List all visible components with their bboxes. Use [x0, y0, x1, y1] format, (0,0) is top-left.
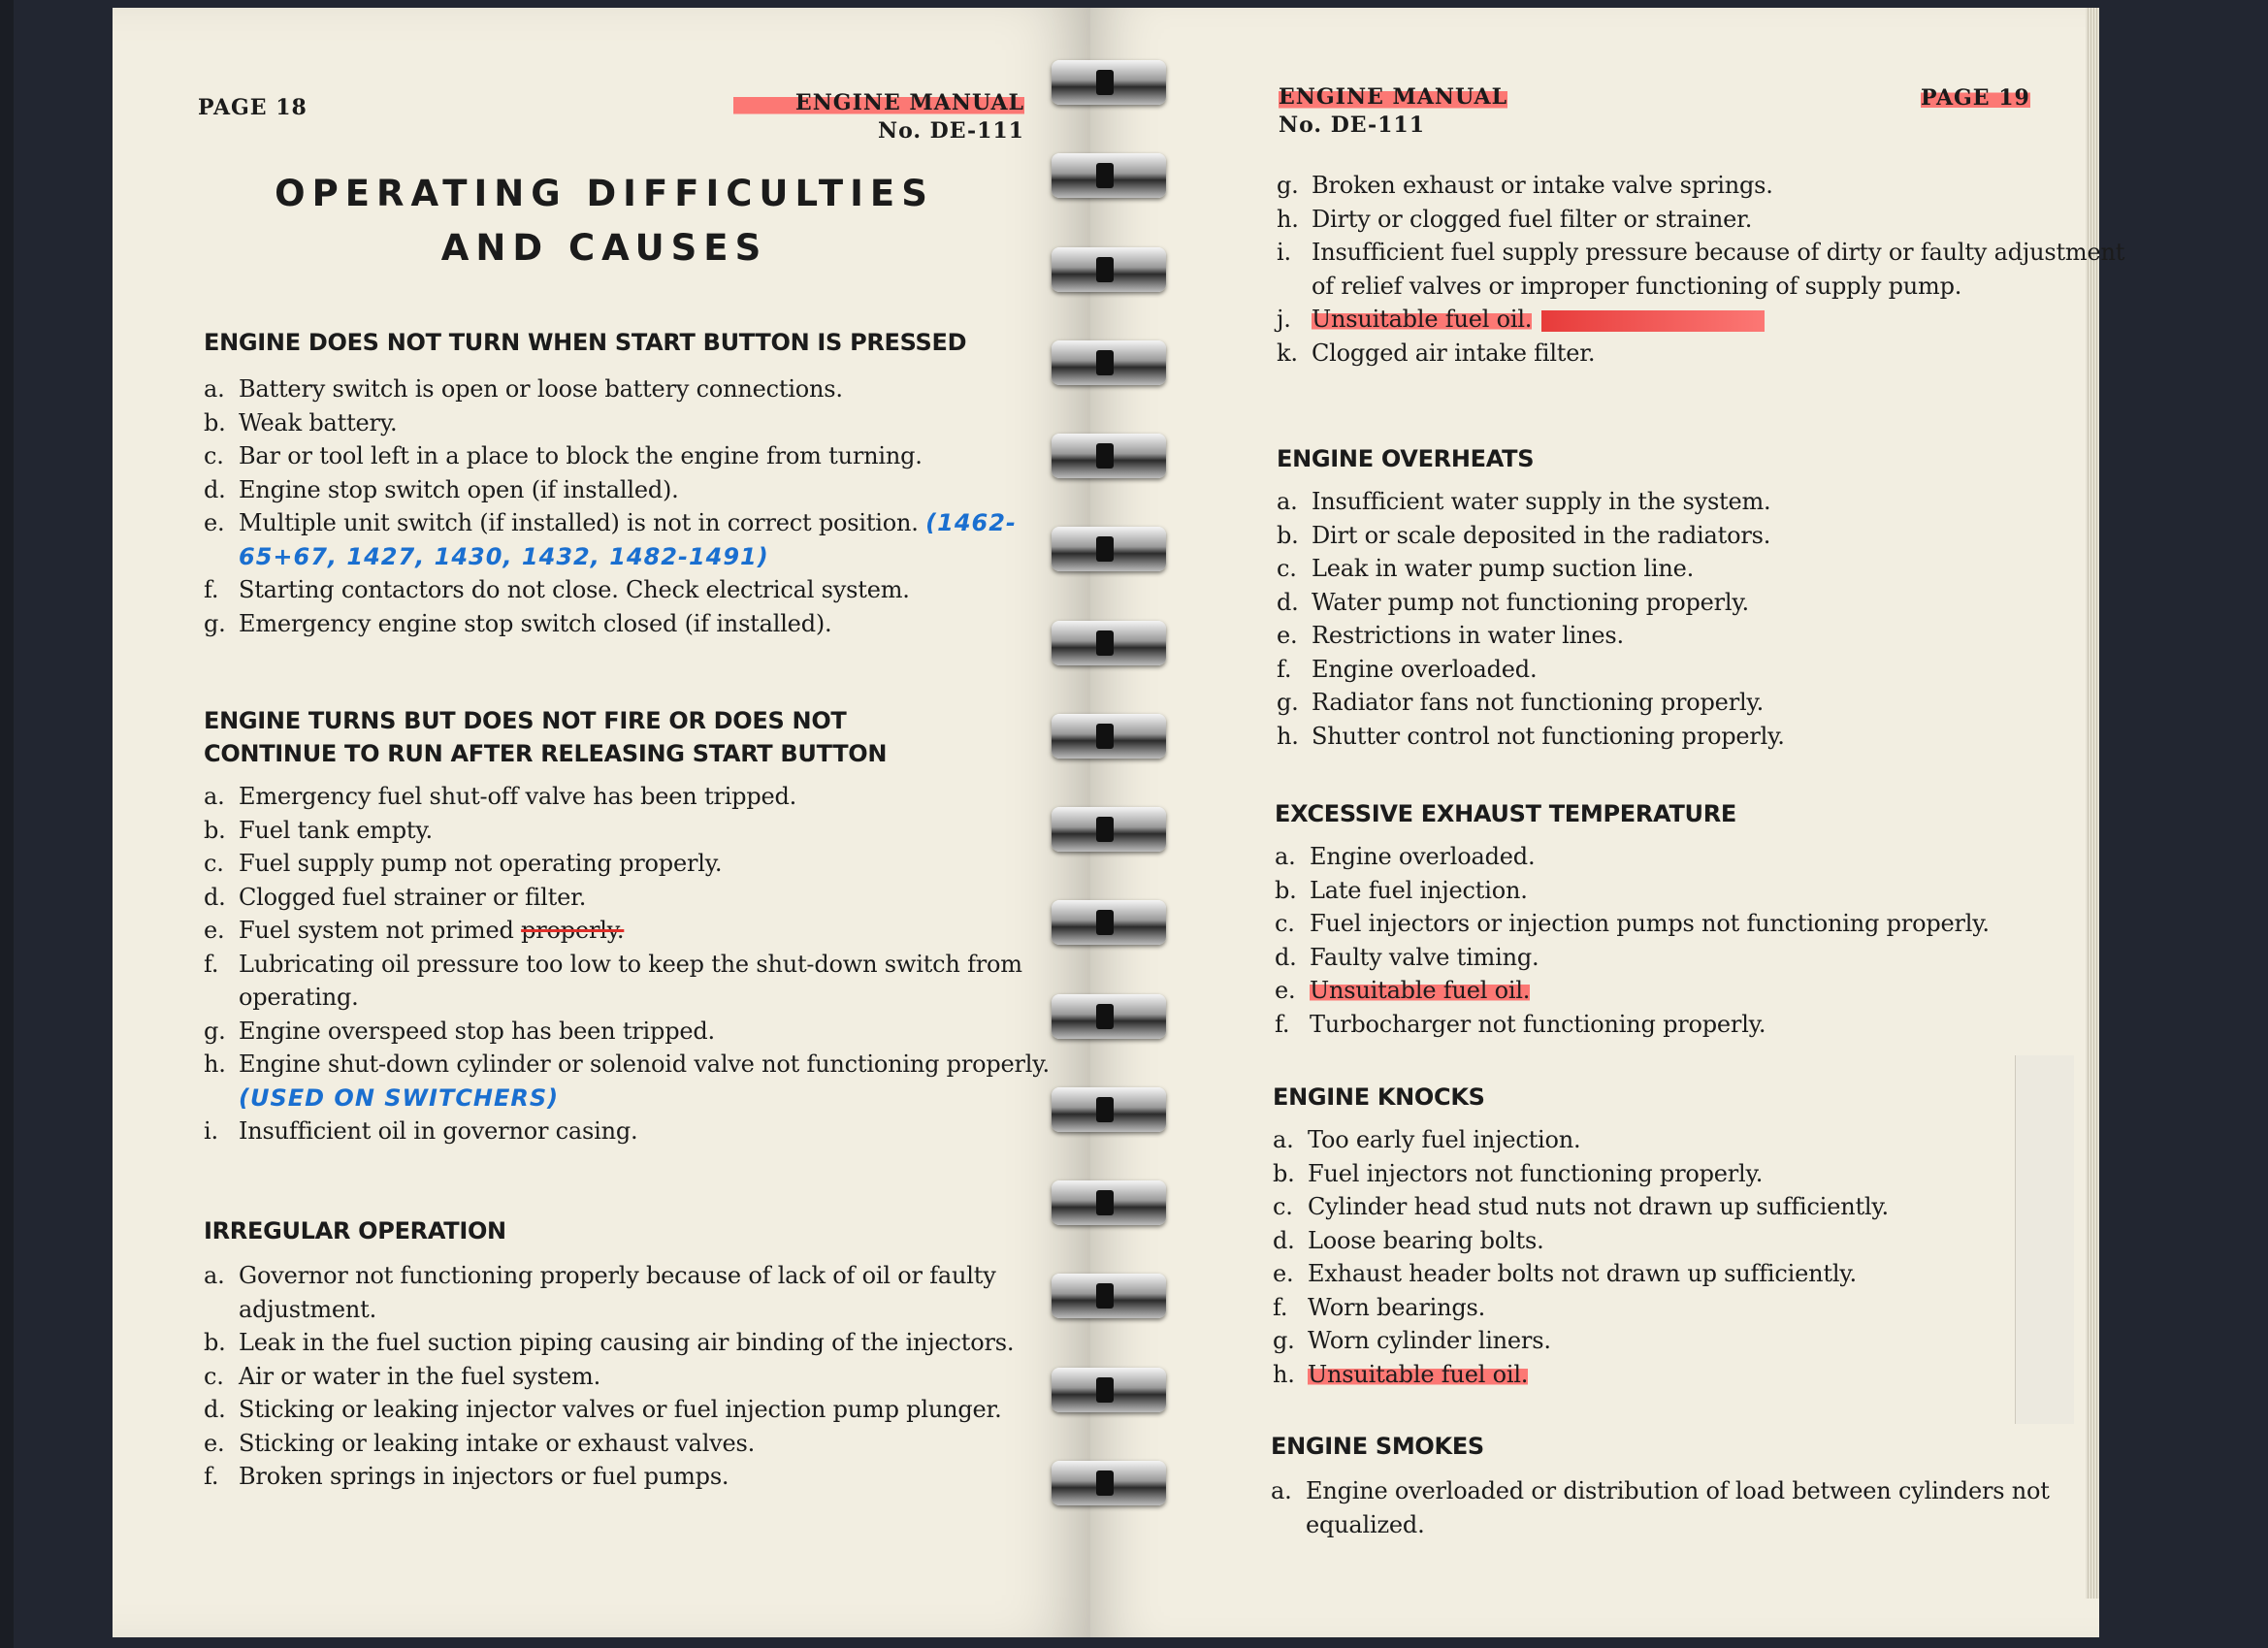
cause-list	[1277, 485, 2150, 753]
list-item: b. Leak in the fuel suction piping causing air binding of the injectors.	[204, 1329, 1015, 1356]
list-item: i. Insufficient oil in governor casing.	[204, 1117, 638, 1145]
continued-list	[1277, 169, 2150, 370]
binding-ring	[1052, 1087, 1166, 1132]
list-item: a. Battery switch is open or loose battery connections.	[204, 375, 843, 403]
handwritten-note: (1462-65+67, 1427, 1430, 1432, 1482-1491)	[239, 509, 1017, 570]
handwritten-note: (USED ON SWITCHERS)	[239, 1083, 560, 1112]
list-item: h. Unsuitable fuel oil.	[1273, 1360, 1529, 1388]
list-item: g. Broken exhaust or intake valve springs.	[1277, 172, 1773, 199]
binding-ring	[1052, 900, 1166, 945]
manual-header	[1279, 83, 1507, 140]
list-item: b. Dirt or scale deposited in the radiators.	[1277, 521, 1771, 549]
section-heading: ENGINE OVERHEATS	[1277, 445, 1535, 472]
list-item: g. Radiator fans not functioning properly.	[1277, 689, 1765, 716]
binding-ring	[1052, 1274, 1166, 1318]
cause-list	[204, 372, 1067, 640]
list-item: e. Fuel system not primed properly.	[204, 917, 625, 944]
binding-ring	[1052, 807, 1166, 852]
list-item: e. Restrictions in water lines.	[1277, 622, 1624, 649]
list-item: a. Too early fuel injection.	[1273, 1126, 1581, 1153]
cause-list	[1271, 1474, 2144, 1541]
left-page	[113, 8, 1096, 1637]
section-overheats	[1277, 442, 2150, 753]
page-title-line-2: AND CAUSES	[440, 227, 768, 269]
list-item: g. Emergency engine stop switch closed (if installed).	[204, 609, 832, 637]
list-item: k. Clogged air intake filter.	[1277, 339, 1596, 367]
manual-header	[733, 89, 1024, 145]
page-number: PAGE 19	[1921, 85, 2030, 111]
list-item: f. Turbocharger not functioning properly.	[1275, 1010, 1766, 1038]
binding-ring	[1052, 434, 1166, 478]
list-item: j. Unsuitable fuel oil.	[1277, 303, 2150, 337]
cause-list	[204, 1259, 1067, 1494]
section-no-fire	[204, 704, 1067, 1148]
list-item: e. Unsuitable fuel oil.	[1275, 977, 1531, 1004]
cause-list	[1275, 840, 2148, 1041]
list-item: d. Loose bearing bolts.	[1273, 1226, 1544, 1254]
list-item: f. Worn bearings.	[1273, 1293, 1486, 1321]
cause-list	[1273, 1123, 2146, 1391]
section-irregular	[204, 1214, 1067, 1494]
binding-ring	[1052, 714, 1166, 759]
list-item: e. Exhaust header bolts not drawn up sufficiently.	[1273, 1260, 1857, 1287]
list-item: c. Leak in water pump suction line.	[1277, 555, 1695, 582]
cause-list	[204, 780, 1067, 1148]
section-exhaust-temperature	[1275, 797, 2148, 1041]
section-heading: ENGINE SMOKES	[1271, 1433, 1484, 1460]
section-heading: ENGINE DOES NOT TURN WHEN START BUTTON IS PRESSED	[204, 329, 967, 356]
manual-number: No. DE-111	[877, 118, 1024, 144]
manual-title: ENGINE MANUAL	[1279, 84, 1508, 110]
page-title-line-1: OPERATING DIFFICULTIES	[275, 173, 934, 214]
list-item: b. Late fuel injection.	[1275, 876, 1528, 904]
section-heading: ENGINE TURNS BUT DOES NOT FIRE OR DOES NOT CONTINUE TO RUN AFTER RELEASING START BUTTON	[204, 707, 888, 767]
spiral-binding	[1052, 60, 1166, 1573]
list-item: d. Clogged fuel strainer or filter.	[204, 883, 587, 911]
list-item: f. Engine overloaded.	[1277, 655, 1538, 683]
list-item: c. Cylinder head stud nuts not drawn up sufficiently.	[1273, 1193, 1889, 1220]
binding-ring	[1052, 340, 1166, 385]
binding-ring	[1052, 1461, 1166, 1505]
list-item: d. Sticking or leaking injector valves or fuel injection pump plunger.	[204, 1396, 1002, 1423]
binding-ring	[1052, 153, 1166, 198]
list-item: f. Broken springs in injectors or fuel pumps.	[204, 1463, 729, 1490]
binding-ring	[1052, 1180, 1166, 1225]
list-item: d. Engine stop switch open (if installed).	[204, 475, 679, 503]
list-item: e. Sticking or leaking intake or exhaust valves.	[204, 1429, 756, 1457]
binding-ring	[1052, 527, 1166, 571]
binding-ring	[1052, 247, 1166, 292]
binding-ring	[1052, 60, 1166, 105]
list-item: b. Weak battery.	[204, 408, 398, 436]
section-smokes	[1271, 1430, 2144, 1541]
list-item: b. Fuel injectors not functioning properly.	[1273, 1159, 1764, 1187]
list-item: c. Fuel injectors or injection pumps not functioning properly.	[1275, 910, 1990, 937]
red-marker-scrawl	[1541, 310, 1765, 332]
list-item: a. Engine overloaded or distribution of load between cylinders not equalized.	[1271, 1477, 2050, 1538]
section-heading: ENGINE KNOCKS	[1273, 1083, 1485, 1111]
cause-list	[1277, 169, 2150, 370]
list-item: d. Faulty valve timing.	[1275, 943, 1539, 971]
section-no-turn	[204, 326, 1067, 640]
manual-number: No. DE-111	[1279, 113, 1426, 138]
list-item: b. Fuel tank empty.	[204, 816, 433, 844]
list-item: h. Dirty or clogged fuel filter or strainer.	[1277, 205, 1753, 233]
section-knocks	[1273, 1081, 2146, 1391]
right-page	[1090, 8, 2125, 1637]
list-item: f. Starting contactors do not close. Check electrical system.	[204, 576, 910, 603]
list-item: a. Governor not functioning properly because of lack of oil or faulty adjustment.	[204, 1262, 996, 1323]
binding-ring	[1052, 621, 1166, 665]
list-item: d. Water pump not functioning properly.	[1277, 588, 1749, 616]
binding-ring	[1052, 1368, 1166, 1412]
list-item: g. Engine overspeed stop has been tripped.	[204, 1017, 715, 1045]
manual-title: ENGINE MANUAL	[733, 89, 1024, 117]
list-item: a. Insufficient water supply in the system.	[1277, 488, 1771, 515]
list-item: i. Insufficient fuel supply pressure because of dirty or faulty adjustment of relief valves or improper functioning of supply pump.	[1277, 239, 2125, 300]
struck-word: properly.	[521, 917, 625, 944]
list-item: a. Engine overloaded.	[1275, 843, 1536, 870]
list-item: h. Shutter control not functioning properly.	[1277, 722, 1785, 750]
list-item: a. Emergency fuel shut-off valve has been tripped.	[204, 783, 797, 810]
list-item: c. Bar or tool left in a place to block the engine from turning.	[204, 442, 923, 469]
list-item: f. Lubricating oil pressure too low to keep the shut-down switch from operating.	[204, 950, 1022, 1011]
binding-ring	[1052, 994, 1166, 1039]
section-heading: IRREGULAR OPERATION	[204, 1217, 506, 1244]
list-item: c. Air or water in the fuel system.	[204, 1362, 601, 1390]
section-heading: EXCESSIVE EXHAUST TEMPERATURE	[1275, 800, 1736, 827]
list-item: g. Worn cylinder liners.	[1273, 1327, 1551, 1354]
list-item: e. Multiple unit switch (if installed) is not in correct position. (1462-65+67, 1427, 1430, 1432, 1482-1491)	[204, 509, 1017, 570]
page-number: PAGE 18	[198, 95, 308, 120]
list-item: h. Engine shut-down cylinder or solenoid valve not functioning properly. (USED ON SWITCHERS)	[204, 1050, 1050, 1112]
list-item: c. Fuel supply pump not operating properly.	[204, 850, 723, 877]
